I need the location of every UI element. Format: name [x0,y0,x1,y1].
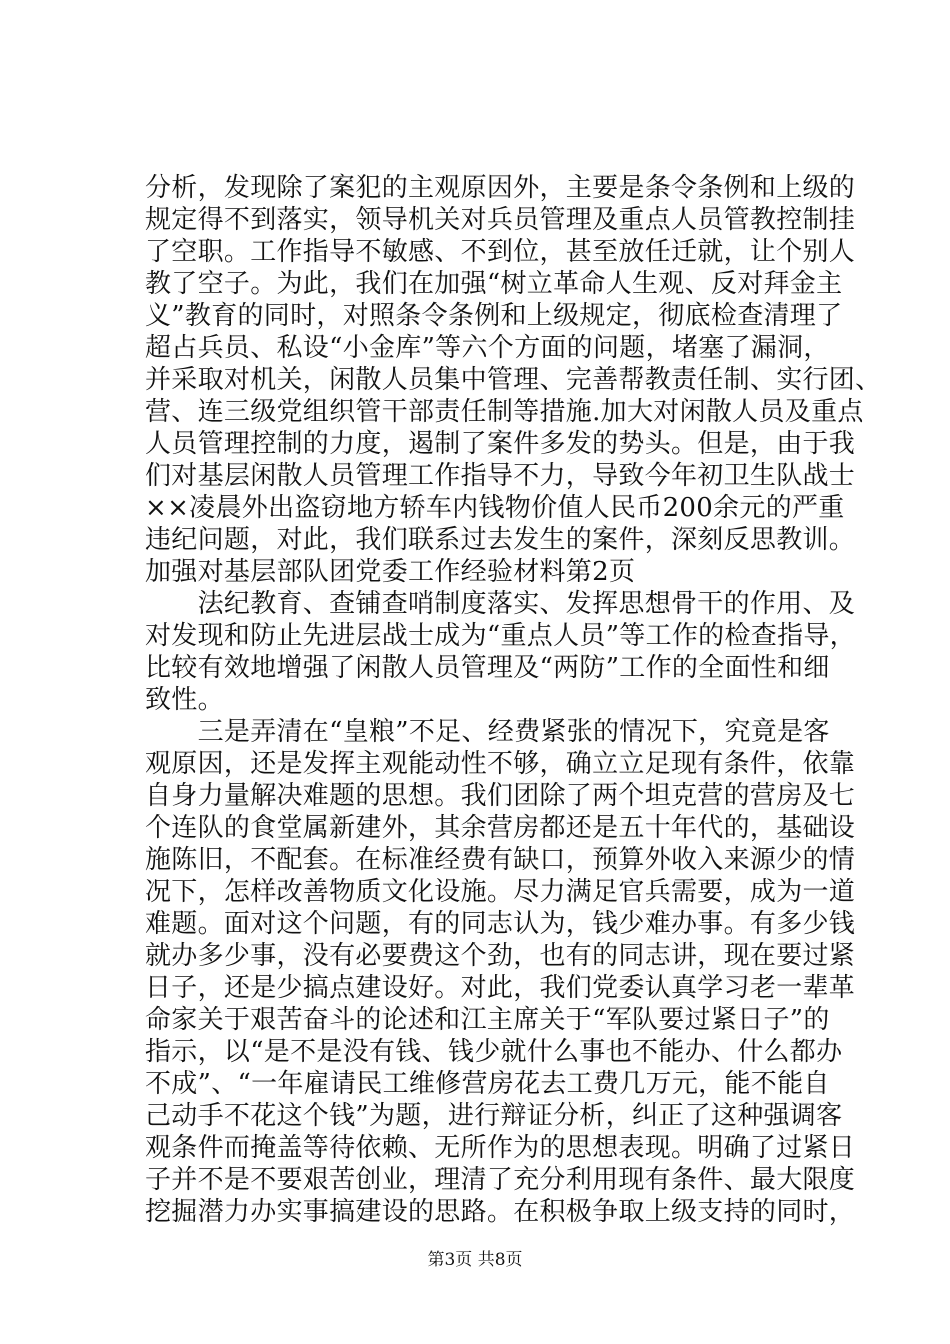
text-line: 规定得不到落实，领导机关对兵员管理及重点人员管教控制挂 [145,205,856,235]
text-line: 并采取对机关，闲散人员集中管理、完善帮教责任制、实行团、 [145,365,882,395]
text-line: 超占兵员、私设“小金库”等六个方面的问题，堵塞了漏洞， [145,333,830,363]
text-line: 了空职。工作指导不敏感、不到位，甚至放任迁就，让个别人 [145,237,856,267]
text-line: 营、连三级党组织管干部责任制等措施.加大对闲散人员及重点 [145,397,864,427]
text-line: 观原因，还是发挥主观能动性不够，确立立足现有条件，依靠 [145,749,856,779]
text-line: 指示，以“是不是没有钱、钱少就什么事也不能办、什么都办 [145,1037,843,1067]
text-line: 法纪教育、查铺查哨制度落实、发挥思想骨干的作用、及 [145,589,856,619]
text-line: 日子，还是少搞点建设好。对此，我们党委认真学习老一辈革 [145,973,856,1003]
text-line: 挖掘潜力办实事搞建设的思路。在积极争取上级支持的同时， [145,1197,856,1227]
text-line: 违纪问题，对此，我们联系过去发生的案件，深刻反思教训。 [145,525,856,555]
text-line: 自身力量解决难题的思想。我们团除了两个坦克营的营房及七 [145,781,856,811]
section-title-line: 加强对基层部队团党委工作经验材料第2页 [145,557,636,587]
text-line: 三是弄清在“皇粮”不足、经费紧张的情况下，究竟是客 [145,717,830,747]
text-line: 己动手不花这个钱”为题，进行辩证分析，纠正了这种强调客 [145,1101,843,1131]
text-line: 义”教育的同时，对照条令条例和上级规定，彻底检查清理了 [145,301,843,331]
text-line: 观条件而掩盖等待依赖、无所作为的思想表现。明确了过紧日 [145,1133,856,1163]
text-line: 分析，发现除了案犯的主观原因外，主要是条令条例和上级的 [145,173,856,203]
text-line: 况下，怎样改善物质文化设施。尽力满足官兵需要，成为一道 [145,877,856,907]
text-line: 比较有效地增强了闲散人员管理及“两防”工作的全面性和细 [145,653,830,683]
text-line: 难题。面对这个问题，有的同志认为，钱少难办事。有多少钱 [145,909,856,939]
text-line: 致性。 [145,685,224,715]
text-line: 命家关于艰苦奋斗的论述和江主席关于“军队要过紧日子”的 [145,1005,830,1035]
text-line: ××凌晨外出盗窃地方轿车内钱物价值人民币200余元的严重 [145,493,845,523]
text-line: 教了空子。为此，我们在加强“树立革命人生观、反对拜金主 [145,269,843,299]
text-line: 对发现和防止先进层战士成为“重点人员”等工作的检查指导， [145,621,856,651]
page-number-footer: 第3页 共8页 [427,1250,523,1270]
text-line: 人员管理控制的力度，遏制了案件多发的势头。但是，由于我 [145,429,856,459]
text-line: 施陈旧，不配套。在标准经费有缺口，预算外收入来源少的情 [145,845,856,875]
text-line: 子并不是不要艰苦创业，理清了充分利用现有条件、最大限度 [145,1165,856,1195]
text-line: 个连队的食堂属新建外，其余营房都还是五十年代的，基础设 [145,813,856,843]
document-body [145,172,882,1228]
text-line: 就办多少事，没有必要费这个劲，也有的同志讲，现在要过紧 [145,941,856,971]
text-line: 不成”、“一年雇请民工维修营房花去工费几万元，能不能自 [145,1069,830,1099]
text-line: 们对基层闲散人员管理工作指导不力，导致今年初卫生队战士 [145,461,856,491]
